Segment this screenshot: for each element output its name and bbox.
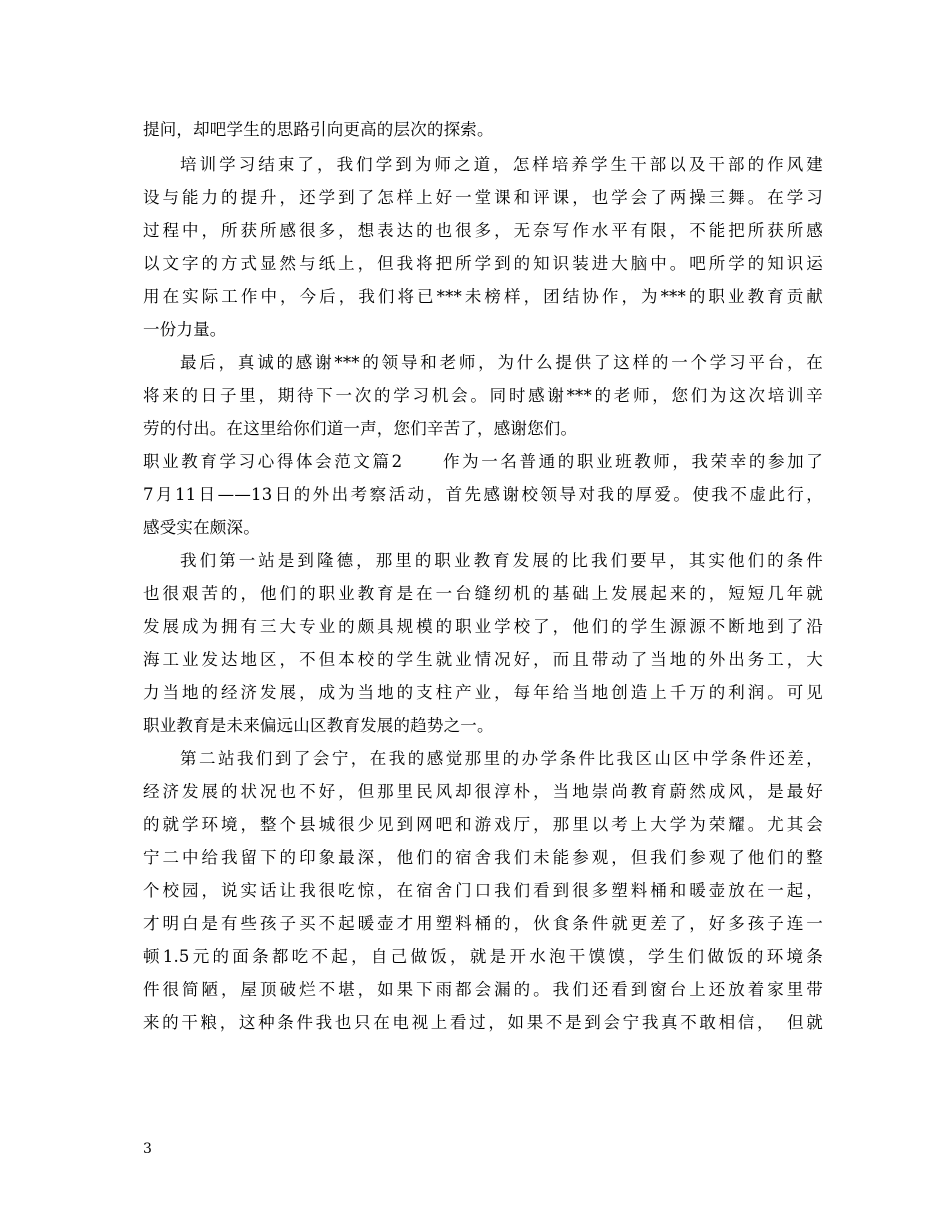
text-line: 感受实在颇深。 [143,518,260,537]
page-number: 3 [143,1141,152,1157]
text-line: 设与能力的提升，还学到了怎样上好一堂课和评课，也学会了两操三舞。在学习 [143,188,823,207]
paragraph-first-line: 第二站我们到了会宁，在我的感觉那里的办学条件比我区山区中学条件还差， [180,749,823,768]
text-line: 经济发展的状况也不好，但那里民风却很淳朴，当地崇尚教育蔚然成风，是最好 [143,782,823,801]
text-line: 力当地的经济发展，成为当地的支柱产业，每年给当地创造上千万的利润。可见 [143,683,823,702]
text-line: 以文字的方式显然与纸上，但我将把所学到的知识装进大脑中。吧所学的知识运 [143,254,823,273]
paragraph-first-line: 我们第一站是到隆德，那里的职业教育发展的比我们要早，其实他们的条件 [180,551,823,570]
text-line: 个校园，说实话让我很吃惊，在宿舍门口我们看到很多塑料桶和暖壶放在一起， [143,881,823,900]
text-line: 也很艰苦的，他们的职业教育是在一台缝纫机的基础上发展起来的，短短几年就 [143,584,823,603]
text-line: 海工业发达地区，不但本校的学生就业情况好，而且带动了当地的外出务工，大 [143,650,823,669]
paragraph-first-line: 培训学习结束了，我们学到为师之道，怎样培养学生干部以及干部的作风建 [180,155,823,174]
text-line: 才明白是有些孩子买不起暖壶才用塑料桶的，伙食条件就更差了，好多孩子连一 [143,914,823,933]
text-line: 提问，却吧学生的思路引向更高的层次的探索。 [143,120,494,139]
text-line: 过程中，所获所感很多，想表达的也很多，无奈写作水平有限，不能把所获所感 [143,221,823,240]
text-line: 的就学环境，整个县城很少见到网吧和游戏厅，那里以考上大学为荣耀。尤其会 [143,815,823,834]
text-line: 发展成为拥有三大专业的颇具规模的职业学校了，他们的学生源源不断地到了沿 [143,617,823,636]
text-line: 劳的付出。在这里给你们道一声，您们辛苦了，感谢您们。 [143,419,578,438]
text-line: 将来的日子里，期待下一次的学习机会。同时感谢***的老师，您们为这次培训辛 [143,386,823,405]
text-line: 一份力量。 [143,320,227,339]
section-heading-line: 职业教育学习心得体会范文篇2 作为一名普通的职业班教师，我荣幸的参加了 [143,452,823,471]
text-line: 来的干粮，这种条件我也只在电视上看过，如果不是到会宁我真不敢相信， 但就 [143,1013,823,1032]
text-line: 顿1.5元的面条都吃不起，自己做饭，就是开水泡干馍馍，学生们做饭的环境条 [143,947,823,966]
text-line: 件很简陋，屋顶破烂不堪，如果下雨都会漏的。我们还看到窗台上还放着家里带 [143,980,823,999]
text-line: 用在实际工作中，今后，我们将已***未榜样，团结协作，为***的职业教育贡献 [143,287,823,306]
text-line: 宁二中给我留下的印象最深，他们的宿舍我们未能参观，但我们参观了他们的整 [143,848,823,867]
text-line: 职业教育是未来偏远山区教育发展的趋势之一。 [143,716,494,735]
text-line: 7月11日——13日的外出考察活动，首先感谢校领导对我的厚爱。使我不虚此行， [143,485,823,504]
paragraph-first-line: 最后，真诚的感谢***的领导和老师，为什么提供了这样的一个学习平台，在 [180,353,823,372]
